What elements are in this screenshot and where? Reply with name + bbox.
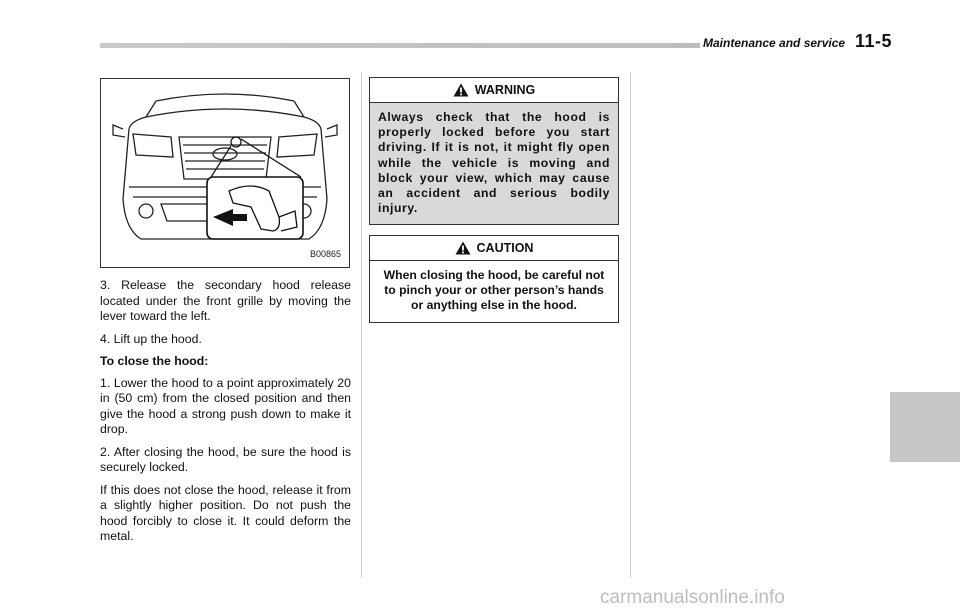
close-hood-heading: To close the hood: <box>100 354 209 368</box>
close-step-1-text: 1. Lower the hood to a point approximately 20 in (50 cm) from the closed position and then give the hood a strong push down to make it drop. <box>100 375 351 436</box>
instructions-column <box>100 278 351 552</box>
close-note-text: If this does not close the hood, release it from a slightly higher position. Do not push the hood forcibly to close it. It could deform the metal. <box>100 482 351 543</box>
warning-box <box>369 77 619 225</box>
watermark: carmanualsonline.info <box>600 587 785 608</box>
warning-header <box>370 78 618 103</box>
caution-box <box>369 235 619 323</box>
caution-title: CAUTION <box>476 241 534 255</box>
step-4-text: 4. Lift up the hood. <box>100 331 202 346</box>
thumb-index-tab <box>890 392 960 462</box>
section-title: Maintenance and service <box>703 36 846 50</box>
page-number: 11-5 <box>855 31 893 51</box>
header-rule <box>100 43 700 48</box>
column-divider-left <box>361 72 362 577</box>
caution-header <box>370 236 618 261</box>
column-divider-right <box>630 72 631 577</box>
step-3-text: 3. Release the secondary hood release located under the front grille by moving the lever toward the left. <box>100 278 351 323</box>
warning-title: WARNING <box>474 83 536 97</box>
hood-release-illustration <box>100 78 350 268</box>
caution-text: When closing the hood, be careful not to pinch your or other person’s hands or anything else in the hood. <box>383 268 605 313</box>
figure-code: B00865 <box>309 249 341 259</box>
warning-text: Always check that the hood is properly locked before you start driving. If it is not, it might fly open while the vehicle is moving and block your view, which may cause an accident and serious bodily injury. <box>370 103 618 224</box>
caution-triangle-icon <box>455 241 471 255</box>
close-step-2-text: 2. After closing the hood, be sure the hood is securely locked. <box>100 444 351 474</box>
warning-triangle-icon <box>453 83 469 97</box>
car-front-drawing <box>101 79 349 267</box>
